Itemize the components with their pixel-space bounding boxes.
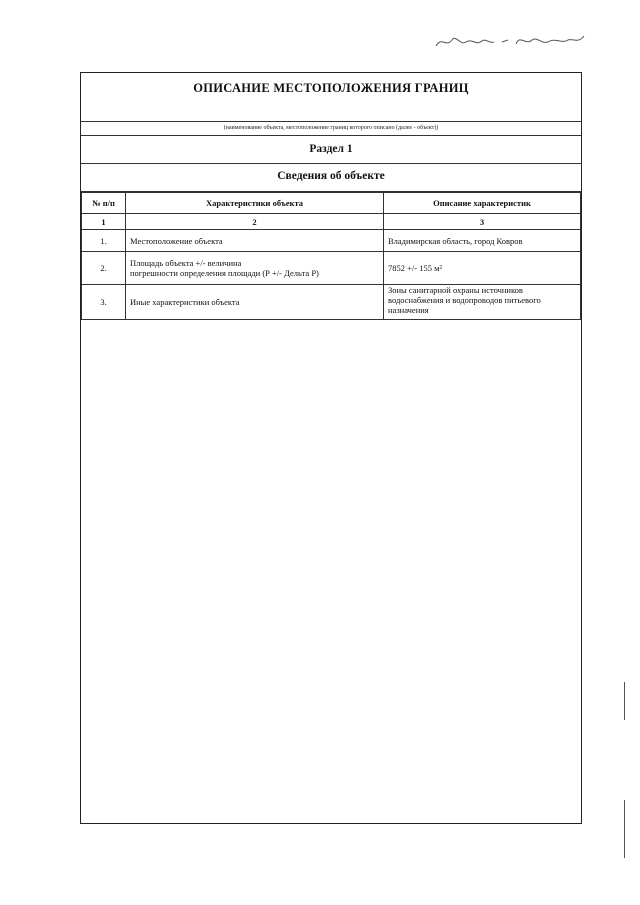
divider [81, 121, 581, 122]
table-row [82, 285, 581, 320]
row-characteristic: Местоположение объекта [126, 230, 384, 252]
document-title: ОПИСАНИЕ МЕСТОПОЛОЖЕНИЯ ГРАНИЦ [193, 81, 469, 95]
row-description: 7852 +/- 155 м² [384, 252, 581, 285]
column-number-row [82, 214, 581, 230]
document-subtitle: (наименование объекта, местоположение границ которого описано (далее - объект)) [223, 125, 439, 131]
divider [81, 163, 581, 164]
row-number: 3. [82, 285, 126, 320]
row-number: 1. [82, 230, 126, 252]
row-description: Зоны санитарной охраны источников водоснабжения и водопроводов питьевого назначения [384, 285, 581, 320]
row-characteristic-line: Площадь объекта +/- величина [130, 258, 242, 268]
table-row [82, 230, 581, 252]
header-description: Описание характеристик [384, 193, 581, 214]
header-number: № п/п [82, 193, 126, 214]
row-characteristic-line: погрешности определения площади (Р +/- Дельта Р) [130, 268, 319, 278]
row-number: 2. [82, 252, 126, 285]
scan-edge-mark [624, 800, 625, 858]
row-description: Владимирская область, город Ковров [384, 230, 581, 252]
handwritten-note [432, 30, 592, 52]
column-number: 1 [82, 214, 126, 230]
row-characteristic: Иные характеристики объекта [126, 285, 384, 320]
divider [81, 135, 581, 136]
column-number: 3 [384, 214, 581, 230]
document-frame [80, 72, 582, 824]
section-title: Раздел 1 [309, 143, 353, 155]
column-number: 2 [126, 214, 384, 230]
block-title: Сведения об объекте [277, 170, 385, 182]
table-row [82, 252, 581, 285]
table-header-row [82, 193, 581, 214]
row-characteristic [126, 252, 384, 285]
object-info-table [81, 192, 581, 320]
scan-edge-mark [624, 682, 625, 720]
header-characteristic: Характеристики объекта [126, 193, 384, 214]
